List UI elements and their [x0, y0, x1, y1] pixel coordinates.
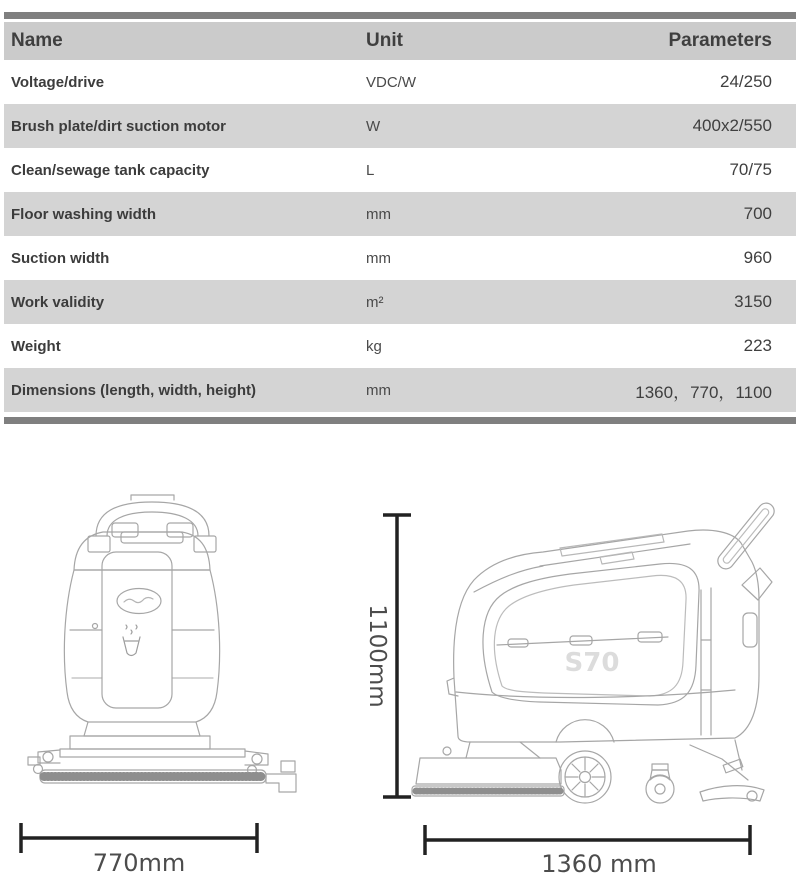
- width-dimension: [21, 823, 257, 877]
- height-dimension-label: 1100mm: [364, 604, 390, 708]
- spec-unit-cell: L: [366, 161, 375, 179]
- cup-pictogram-icon: [123, 625, 140, 656]
- spec-unit-cell: m²: [366, 293, 384, 311]
- spec-unit-cell: W: [366, 117, 381, 135]
- spec-value-cell: 223: [743, 336, 772, 355]
- front-view-drawing: [28, 495, 296, 792]
- header-name: Name: [11, 30, 63, 51]
- brand-logo-oval: [117, 589, 161, 614]
- spec-value-cell: 24/250: [720, 72, 772, 91]
- spec-value-cell: 700: [743, 204, 772, 223]
- dimension-drawings: [0, 440, 800, 880]
- brush-deck: [412, 742, 564, 796]
- spec-name-cell: Dimensions (length, width, height): [11, 381, 256, 399]
- spec-name-cell: Clean/sewage tank capacity: [11, 161, 210, 179]
- spec-value-cell: 960: [743, 248, 772, 267]
- spec-name-cell: Suction width: [11, 249, 110, 267]
- table-row: [4, 60, 796, 104]
- spec-unit-cell: VDC/W: [366, 73, 416, 91]
- length-dimension-label: 1360 mm: [541, 850, 657, 878]
- height-dimension: [364, 515, 411, 797]
- width-dimension-label: 770mm: [92, 849, 186, 877]
- spec-name-cell: Floor washing width: [11, 205, 156, 223]
- header-parameters: Parameters: [668, 30, 772, 51]
- table-row: [4, 280, 796, 324]
- model-label: S70: [564, 648, 620, 678]
- rear-caster-wheel: [646, 764, 674, 803]
- spec-unit-cell: kg: [366, 337, 382, 355]
- table-header-row: [4, 22, 796, 60]
- table-row: [4, 368, 796, 412]
- length-dimension: [425, 825, 750, 878]
- rear-squeegee: [690, 740, 764, 801]
- spec-table: [4, 12, 796, 424]
- spec-unit-cell: mm: [366, 205, 391, 223]
- spec-value-cell: 70/75: [729, 160, 772, 179]
- spec-value-cell: 1360，770，1100: [635, 382, 772, 402]
- spec-name-cell: Work validity: [11, 293, 105, 311]
- spec-name-cell: Brush plate/dirt suction motor: [11, 117, 227, 135]
- side-view-drawing: [412, 500, 777, 803]
- table-row: [4, 104, 796, 148]
- spec-name-cell: Weight: [11, 337, 61, 355]
- table-row: [4, 192, 796, 236]
- table-row: [4, 148, 796, 192]
- header-unit: Unit: [366, 30, 403, 51]
- spec-unit-cell: mm: [366, 381, 391, 399]
- bottom-divider-bar: [4, 417, 796, 424]
- spec-value-cell: 400x2/550: [692, 116, 772, 135]
- spec-unit-cell: mm: [366, 249, 391, 267]
- table-row: [4, 324, 796, 368]
- spec-value-cell: 3150: [734, 292, 772, 311]
- main-wheel: [559, 751, 611, 803]
- steering-handle: [715, 500, 778, 600]
- spec-name-cell: Voltage/drive: [11, 73, 105, 91]
- table-row: [4, 236, 796, 280]
- top-divider-bar: [4, 12, 796, 19]
